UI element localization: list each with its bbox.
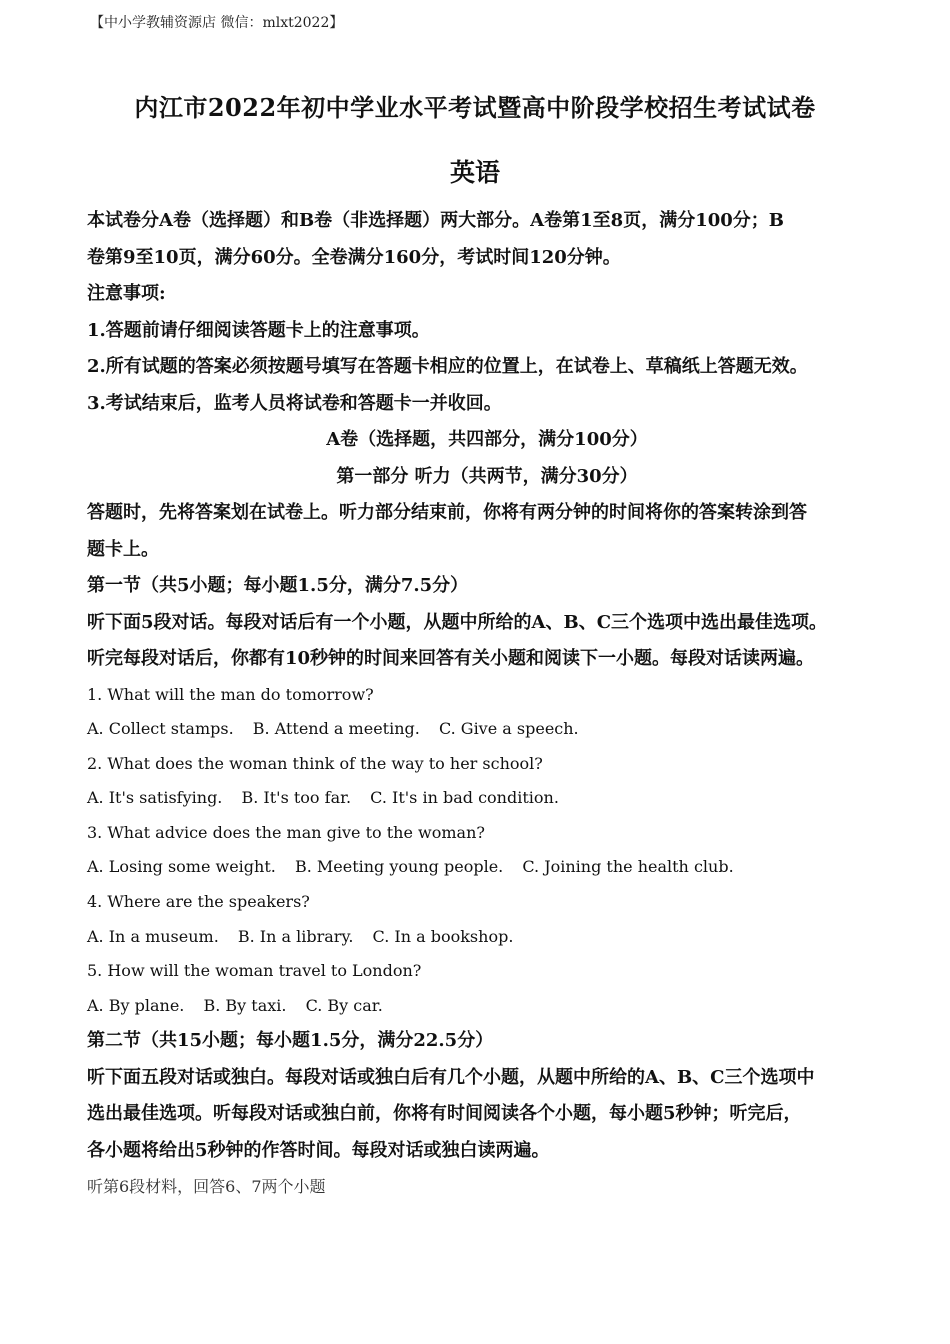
exam-title: 内江市2022年初中学业水平考试暨高中阶段学校招生考试试卷: [134, 93, 816, 122]
option: C. Give a speech.: [438, 719, 579, 739]
question-text: 5. How will the woman travel to London?: [87, 961, 422, 981]
option: A. In a museum.: [87, 926, 219, 946]
notice-item: 3.考试结束后，监考人员将试卷和答题卡一并收回。: [87, 392, 502, 414]
subject-title: 英语: [449, 158, 500, 187]
question-text: 3. What advice does the man give to the woman?: [87, 822, 485, 842]
part-a-heading: A卷（选择题，共四部分，满分100分）: [326, 429, 648, 450]
option: B. Meeting young people.: [294, 857, 504, 877]
option: B. Attend a meeting.: [252, 719, 420, 739]
option: C. Joining the health club.: [522, 857, 734, 877]
question-options: [87, 712, 887, 747]
notice-heading: 注意事项:: [87, 283, 166, 304]
section-two-instruction-line: 各小题将给出5秒钟的作答时间。每段对话或独白读两遍。: [87, 1139, 550, 1161]
question-options: [87, 850, 887, 885]
option: A. Losing some weight.: [87, 857, 276, 877]
notice-item: 1.答题前请仔细阅读答题卡上的注意事项。: [87, 319, 430, 341]
question-text: 1. What will the man do tomorrow?: [87, 684, 374, 704]
option: C. In a bookshop.: [372, 926, 514, 946]
section-one-instruction-line: 听完每段对话后，你都有10秒钟的时间来回答有关小题和阅读下一小题。每段对话读两遍。: [87, 648, 815, 669]
option: C. By car.: [305, 995, 383, 1015]
question-options: [87, 989, 887, 1024]
question-text: 4. Where are the speakers?: [87, 892, 310, 912]
option: C. It's in bad condition.: [370, 788, 559, 808]
question-options: [87, 920, 887, 955]
section-two-note: 听第6段材料，回答6、7两个小题: [87, 1177, 326, 1197]
option: A. Collect stamps.: [87, 719, 234, 739]
option: A. By plane.: [87, 995, 185, 1015]
option: A. It's satisfying.: [87, 788, 223, 808]
option: B. It's too far.: [241, 788, 352, 808]
listening-instruction-line: 答题时，先将答案划在试卷上。听力部分结束前，你将有两分钟的时间将你的答案转涂到答: [87, 502, 807, 523]
question-text: 2. What does the woman think of the way to her school?: [87, 753, 543, 773]
question-options: [87, 781, 887, 816]
section-one-instruction-line: 听下面5段对话。每段对话后有一个小题，从题中所给的A、B、C三个选项中选出最佳选项。: [87, 611, 828, 633]
part-one-heading: 第一部分 听力（共两节，满分30分）: [336, 465, 638, 487]
section-two-heading: 第二节（共15小题；每小题1.5分，满分22.5分）: [87, 1030, 494, 1052]
section-two-instruction-line: 选出最佳选项。听每段对话或独白前，你将有时间阅读各个小题，每小题5秒钟；听完后，: [87, 1103, 802, 1125]
section-two-instruction-line: 听下面五段对话或独白。每段对话或独白后有几个小题，从题中所给的A、B、C三个选项中: [87, 1066, 815, 1088]
intro-line: 卷第9至10页，满分60分。全卷满分160分，考试时间120分钟。: [87, 246, 621, 268]
intro-line: 本试卷分A卷（选择题）和B卷（非选择题）两大部分。A卷第1至8页，满分100分；B: [87, 210, 784, 231]
notice-item: 2.所有试题的答案必须按题号填写在答题卡相应的位置上，在试卷上、草稿纸上答题无效。: [87, 356, 808, 377]
header-note: 【中小学教辅资源店 微信：mlxt2022】: [90, 15, 344, 31]
option: B. By taxi.: [203, 995, 287, 1015]
section-one-heading: 第一节（共5小题；每小题1.5分，满分7.5分）: [87, 575, 469, 596]
exam-content: [87, 203, 887, 1205]
listening-instruction-line: 题卡上。: [87, 538, 159, 560]
option: B. In a library.: [237, 926, 354, 946]
